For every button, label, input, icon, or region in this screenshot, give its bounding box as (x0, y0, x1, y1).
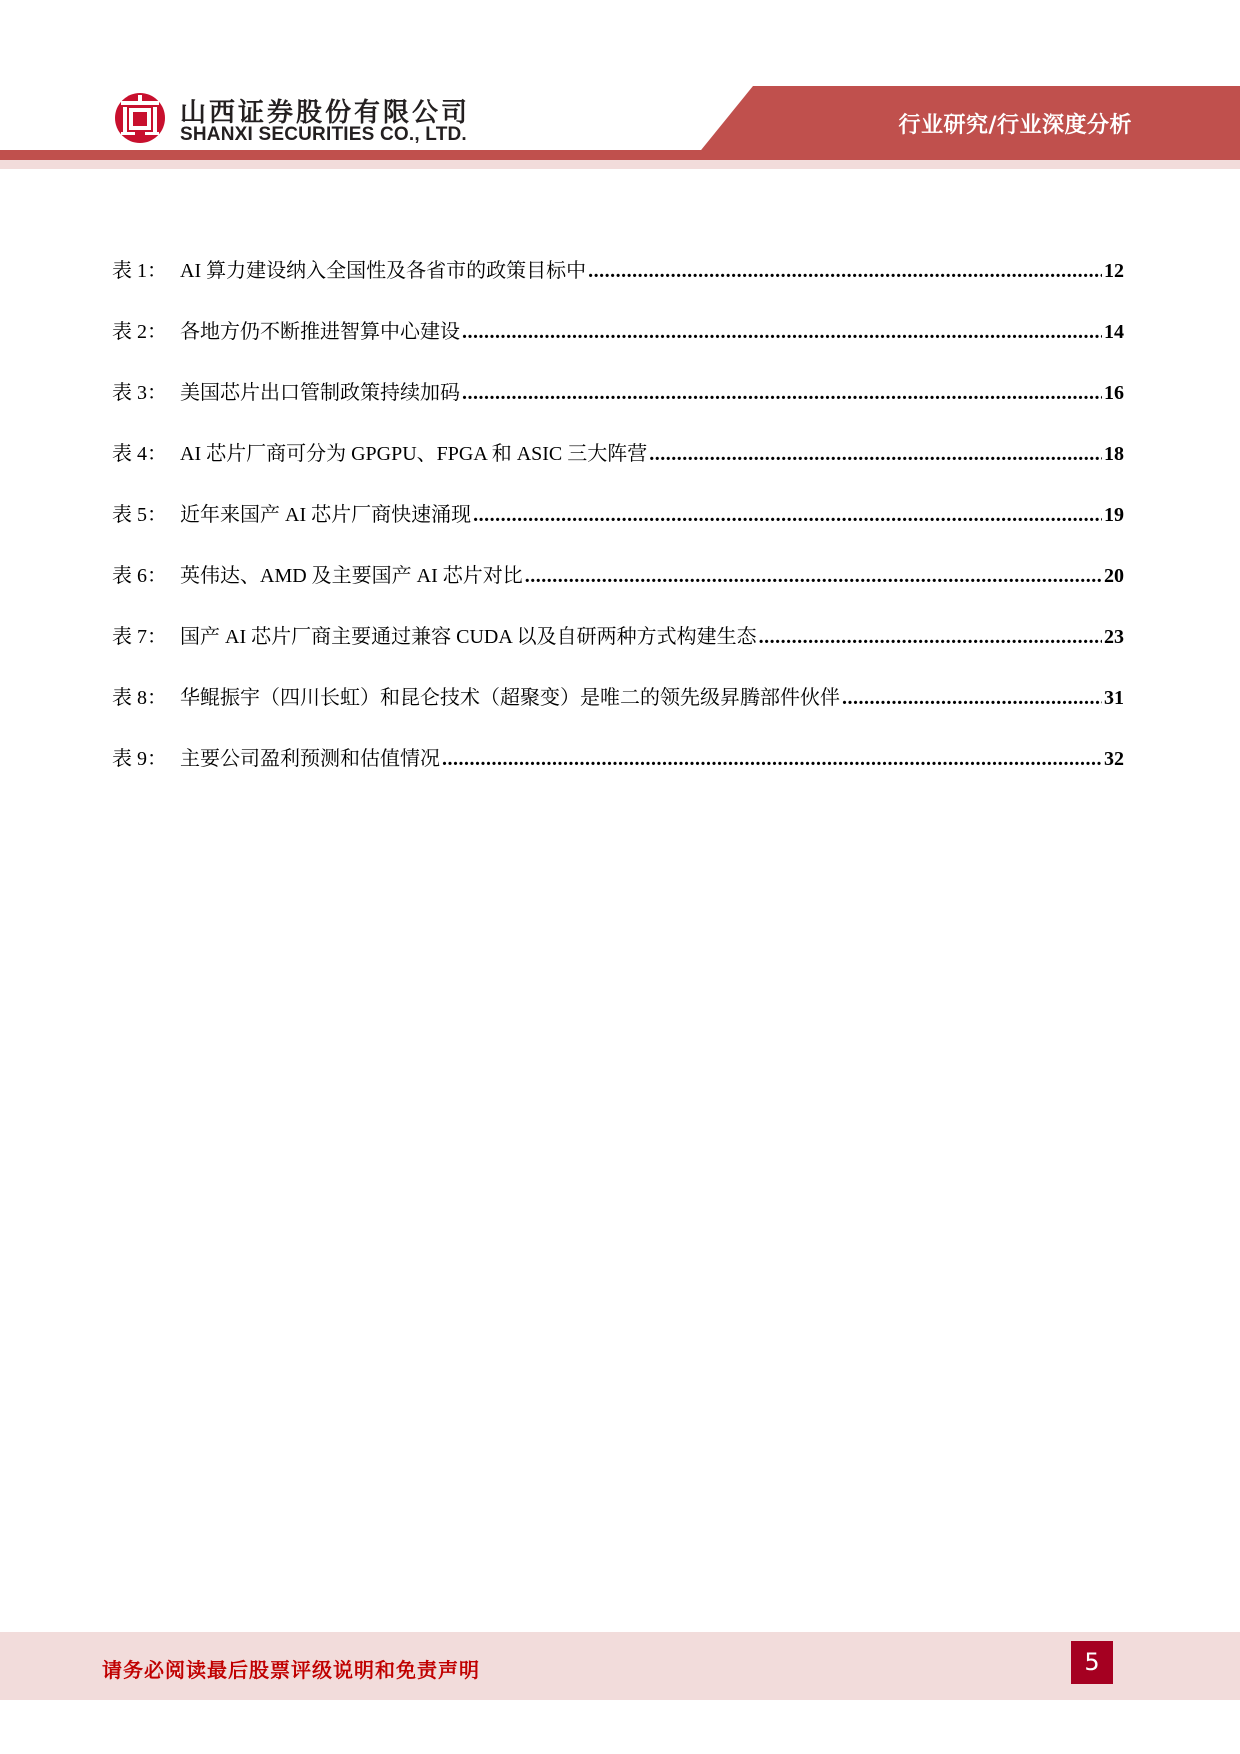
toc-label: 表 9： (112, 748, 167, 770)
toc-entry[interactable] (112, 376, 1124, 437)
report-category: 行业研究/行业深度分析 (898, 113, 1132, 138)
toc-title: 近年来国产 AI 芯片厂商快速涌现 (180, 504, 472, 526)
toc-entry[interactable] (112, 559, 1124, 620)
toc-page-number: 16 (1104, 382, 1124, 404)
toc-title: AI 芯片厂商可分为 GPGPU、FPGA 和 ASIC 三大阵营 (180, 443, 648, 465)
toc-title: 国产 AI 芯片厂商主要通过兼容 CUDA 以及自研两种方式构建生态 (180, 626, 757, 648)
toc-page-number: 20 (1104, 565, 1124, 587)
page-footer (0, 1632, 1240, 1700)
toc-title: 各地方仍不断推进智算中心建设 (180, 321, 460, 343)
toc-entry[interactable] (112, 620, 1124, 681)
toc-label: 表 1： (112, 260, 167, 282)
company-name-cn: 山西证券股份有限公司 (180, 98, 471, 128)
dot-leader (442, 748, 1102, 771)
toc-title: 英伟达、AMD 及主要国产 AI 芯片对比 (180, 565, 523, 587)
toc-page-number: 18 (1104, 443, 1124, 465)
toc-entry[interactable] (112, 742, 1124, 803)
toc-page-number: 23 (1104, 626, 1124, 648)
header-divider (0, 150, 1240, 160)
toc-page-number: 12 (1104, 260, 1124, 282)
dot-leader (462, 321, 1102, 344)
toc-label: 表 5： (112, 504, 167, 526)
toc-title: 美国芯片出口管制政策持续加码 (180, 382, 460, 404)
toc-title: 华鲲振宇（四川长虹）和昆仑技术（超聚变）是唯二的领先级昇腾部件伙伴 (180, 687, 840, 709)
dot-leader (473, 504, 1102, 527)
toc-entry[interactable] (112, 315, 1124, 376)
dot-leader (842, 687, 1102, 710)
table-of-tables (112, 254, 1124, 803)
toc-page-number: 14 (1104, 321, 1124, 343)
toc-entry[interactable] (112, 254, 1124, 315)
page-header (0, 0, 1240, 170)
dot-leader (649, 443, 1102, 466)
shanxi-securities-logo-icon (114, 92, 166, 144)
toc-page-number: 32 (1104, 748, 1124, 770)
toc-label: 表 8： (112, 687, 167, 709)
dot-leader (759, 626, 1102, 649)
toc-page-number: 31 (1104, 687, 1124, 709)
toc-label: 表 3： (112, 382, 167, 404)
disclaimer-notice[interactable]: 请务必阅读最后股票评级说明和免责声明 (102, 1658, 480, 1682)
toc-title: AI 算力建设纳入全国性及各省市的政策目标中 (180, 260, 587, 282)
toc-page-number: 19 (1104, 504, 1124, 526)
toc-label: 表 6： (112, 565, 167, 587)
dot-leader (462, 382, 1102, 405)
dot-leader (588, 260, 1102, 283)
toc-label: 表 7： (112, 626, 167, 648)
toc-label: 表 2： (112, 321, 167, 343)
toc-entry[interactable] (112, 681, 1124, 742)
header-divider-light (0, 160, 1240, 169)
toc-title: 主要公司盈利预测和估值情况 (180, 748, 440, 770)
dot-leader (525, 565, 1102, 588)
company-name-en: SHANXI SECURITIES CO., LTD. (180, 124, 467, 145)
toc-entry[interactable] (112, 437, 1124, 498)
toc-entry[interactable] (112, 498, 1124, 559)
page-number: 5 (1071, 1641, 1113, 1684)
toc-label: 表 4： (112, 443, 167, 465)
